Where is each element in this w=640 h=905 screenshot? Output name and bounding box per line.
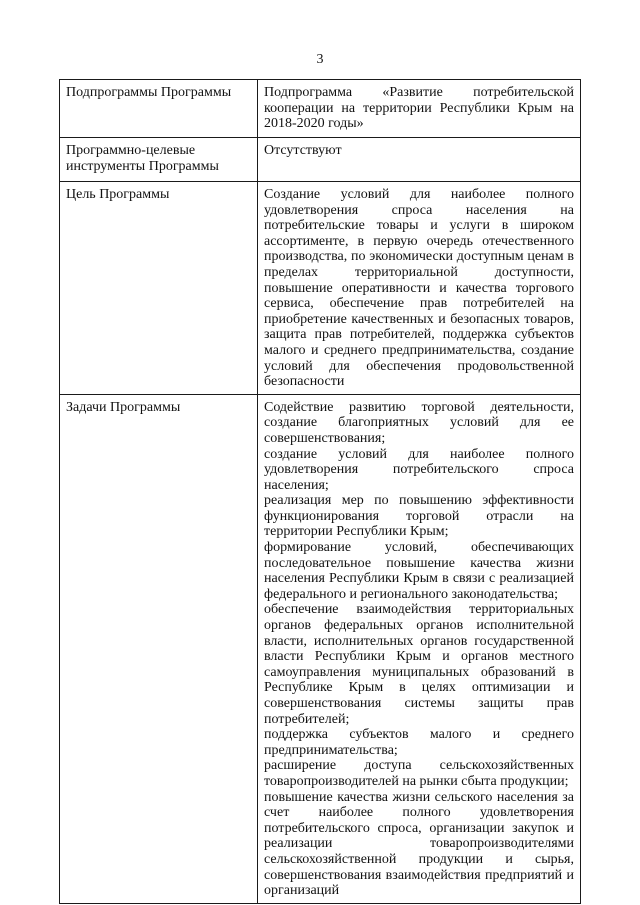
table-row-subprograms xyxy=(60,80,581,138)
task-item: расширение доступа сельскохозяйственных товаропроизводителей на рынки сбыта продукции; xyxy=(264,758,574,789)
value-goal: Создание условий для наиболее полного удовлетворения спроса населения на потребительские товары и услуги в широком ассортименте, в первую очередь отечественного производства, по экономически доступным ценам в пределах территориальной доступности, повышение оперативности и качества торгового сервиса, обеспечение прав потребителей на приобретение качественных и безопасных товаров, защита прав потребителей, поддержка субъектов малого и среднего предпринимательства, создание условий для обеспечения продовольственной безопасности xyxy=(258,182,581,395)
task-item: Содействие развитию торговой деятельности, создание благоприятных условий для ее совершенствования; xyxy=(264,399,574,446)
label-target-tools: Программно-целевые инструменты Программы xyxy=(60,138,258,182)
task-item: реализация мер по повышению эффективности функционирования торговой отрасли на территории Республики Крым; xyxy=(264,493,574,540)
task-item: создание условий для наиболее полного удовлетворения потребительского спроса населения; xyxy=(264,446,574,493)
table-row-goal xyxy=(60,182,581,395)
table-row-target-tools xyxy=(60,138,581,182)
label-subprograms: Подпрограммы Программы xyxy=(60,80,258,138)
label-tasks: Задачи Программы xyxy=(60,394,258,903)
page-number: 3 xyxy=(316,52,324,67)
value-tasks xyxy=(258,394,581,903)
label-goal: Цель Программы xyxy=(60,182,258,395)
task-item: формирование условий, обеспечивающих последовательное повышение качества жизни населения Республики Крым в связи с реализацией федерального и регионального законодательства; xyxy=(264,540,574,602)
program-passport-table xyxy=(59,79,581,904)
value-target-tools: Отсутствуют xyxy=(258,138,581,182)
task-item: поддержка субъектов малого и среднего предпринимательства; xyxy=(264,727,574,758)
value-subprograms: Подпрограмма «Развитие потребительской кооперации на территории Республики Крым на 2018-2020 годы» xyxy=(258,80,581,138)
table-row-tasks xyxy=(60,394,581,903)
task-item: обеспечение взаимодействия территориальных органов федеральных органов исполнительной власти, исполнительных органов государственной власти Республики Крым и органов местного самоуправления муниципальных образований в Республике Крым в целях оптимизации и совершенствования системы защиты прав потребителей; xyxy=(264,602,574,727)
task-item: повышение качества жизни сельского населения за счет наиболее полного удовлетворения потребительского спроса, организации закупок и реализации товаропроизводителями сельскохозяйственной продукции и сырья, совершенствования взаимодействия предприятий и организаций xyxy=(264,789,574,899)
